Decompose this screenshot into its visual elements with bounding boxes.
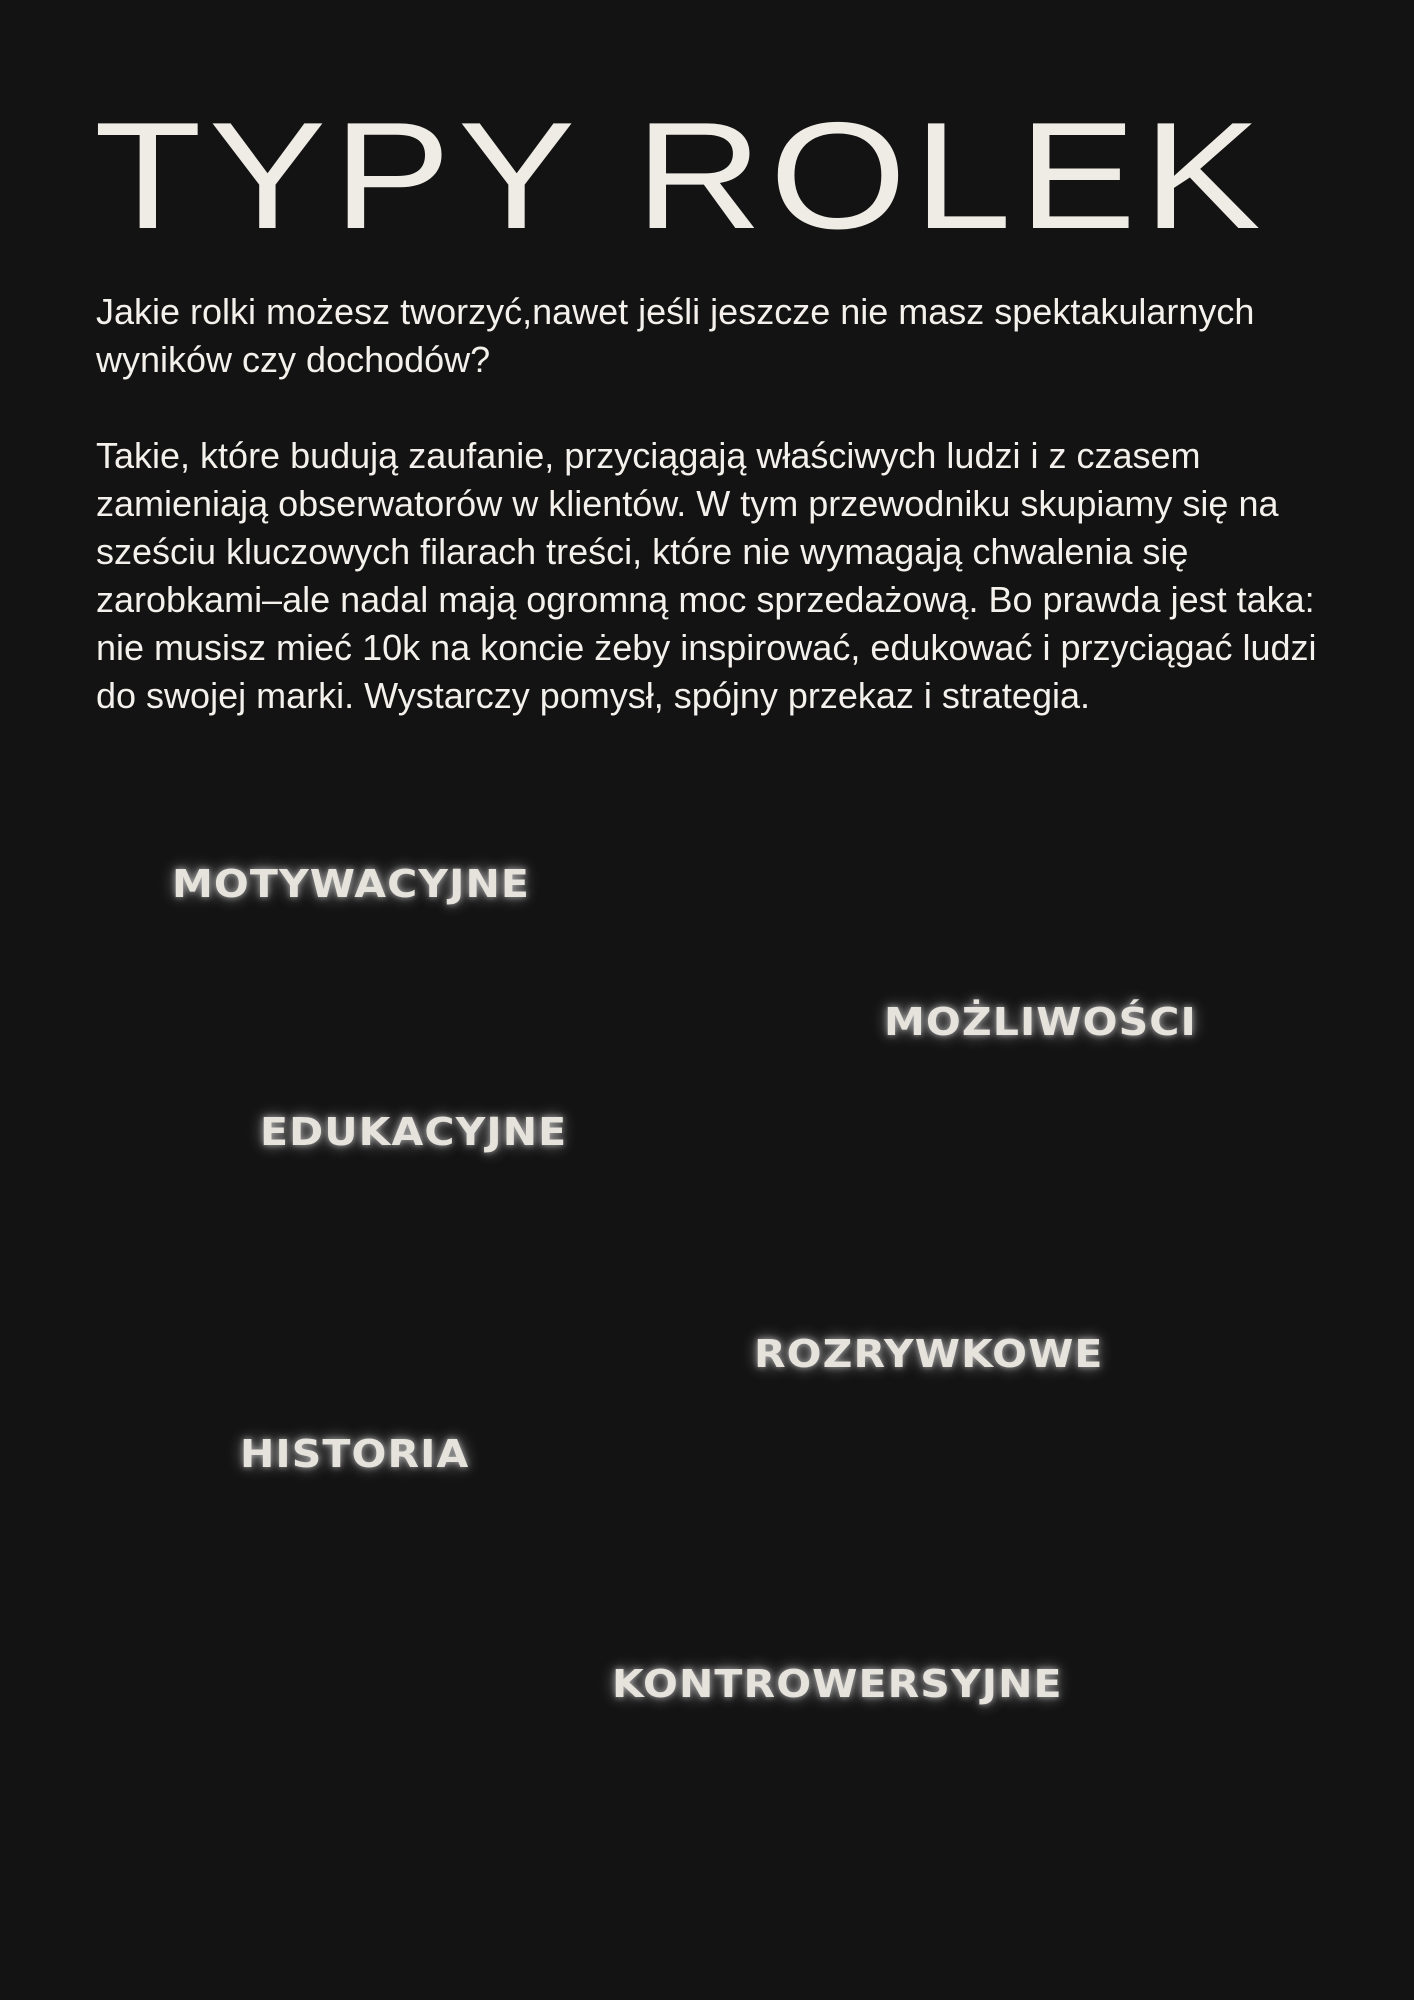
- category-edukacyjne: EDUKACYJNE: [260, 1110, 568, 1154]
- category-kontrowersyjne: KONTROWERSYJNE: [612, 1662, 1063, 1706]
- intro-body: Takie, które budują zaufanie, przyciągają właściwych ludzi i z czasem zamieniają obserwatorów w klientów. W tym przewodniku skupiamy się na sześciu kluczowych filarach treści, które nie wymagają chwalenia się zarobkami–ale nadal mają ogromną moc sprzedażową. Bo prawda jest taka: nie musisz mieć 10k na koncie żeby inspirować, edukować i przyciągać ludzi do swojej marki. Wystarczy pomysł, spójny przekaz i strategia.: [96, 435, 1317, 716]
- category-motywacyjne: MOTYWACYJNE: [172, 862, 531, 906]
- page-title: TYPY ROLEK: [94, 91, 1268, 261]
- category-mozliwosci: MOŻLIWOŚCI: [884, 1000, 1197, 1044]
- category-rozrywkowe: ROZRYWKOWE: [754, 1332, 1104, 1376]
- intro-question: Jakie rolki możesz tworzyć,nawet jeśli jeszcze nie masz spektakularnych wyników czy dochodów?: [96, 291, 1255, 380]
- category-historia: HISTORIA: [240, 1432, 470, 1476]
